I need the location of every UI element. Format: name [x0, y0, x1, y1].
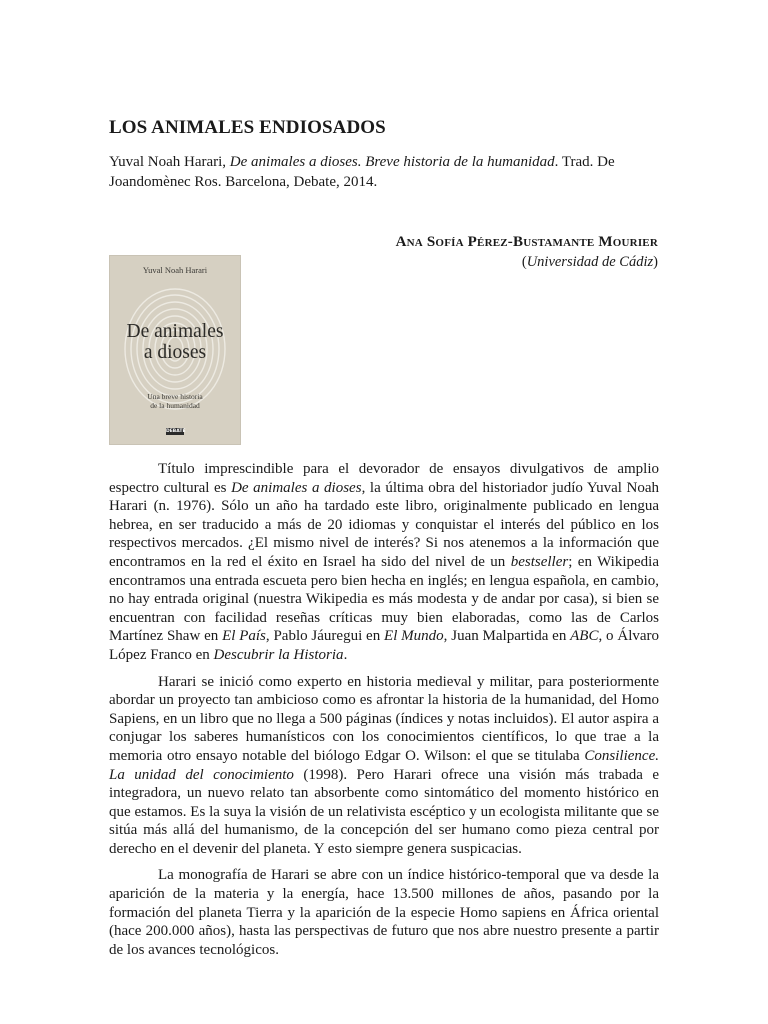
article-title: LOS ANIMALES ENDIOSADOS [109, 117, 386, 138]
cover-title-line-2: a dioses [143, 342, 207, 363]
reviewer-name: Ana Sofía Pérez-Bustamante Mourier [395, 234, 658, 250]
article-body [109, 460, 659, 967]
citation-author: Yuval Noah Harari, [109, 154, 230, 170]
cover-author: Yuval Noah Harari [142, 265, 208, 275]
cover-subtitle [109, 392, 241, 410]
paragraph-2: Harari se inició como experto en historia medieval y militar, para posteriormente abordar un proyecto tan ambicioso como es afrontar la historia de la humanidad, del Homo Sapiens, en un libro que no llega a 500 páginas (índices y notas incluidos). El autor aspira a conjugar los saberes humanísticos con los conocimientos científicos, lo que trae a la memoria otro ensayo notable del biólogo Edgar O. Wilson: el que se titulaba Consilience. La unidad del conocimiento (1998). Pero Harari ofrece una visión más trabada e integradora, un nuevo relato tan absorbente como sintomático del momento histórico en que estamos. Es la suya la visión de un relativista escéptico y un ecologista militante que se sitúa más allá del humanismo, de la concepción del ser humano como pieza central por derecho en el devenir del planeta. Y esto siempre genera suspicacias. [109, 673, 659, 857]
cover-subtitle-line-1: Una breve historia [147, 392, 203, 401]
reviewer-affiliation: (Universidad de Cádiz) [521, 254, 658, 270]
cover-subtitle-line-2: de la humanidad [150, 401, 200, 410]
paragraph-1: Título imprescindible para el devorador de ensayos divulgativos de amplio espectro cultural es De animales a dioses, la última obra del historiador judío Yuval Noah Harari (n. 1976). Sólo un año ha tardado este libro, originalmente publicado en lengua hebrea, en ser traducido a más de 20 idiomas y conquistar el interés del público en los respectivos mercados. ¿El mismo nivel de interés? Si nos atenemos a la información que encontramos en la red el éxito en Israel ha sido del nivel de un bestseller; en Wikipedia encontramos una entrada escueta pero bien hecha en inglés; en lengua española, en cambio, no hay entrada original (nuestra Wikipedia es más modesta y de andar por casa), si bien se encuentran con facilidad reseñas críticas muy bien elaboradas, como las de Carlos Martínez Shaw en El País, Pablo Jáuregui en El Mundo, Juan Malpartida en ABC, o Álvaro López Franco en Descubrir la Historia. [109, 461, 660, 663]
cover-title [109, 321, 241, 363]
citation-book-title: De animales a dioses. Breve historia de la humanidad [229, 154, 555, 170]
paragraph-3: La monografía de Harari se abre con un índice histórico-temporal que va desde la aparición de la materia y la energía, hace 13.500 millones de años, pasando por la formación del planeta Tierra y la aparición de la especie Homo sapiens en África oriental (hace 200.000 años), hasta las perspectivas de futuro que nos abre nuestro presente a partir de los avances tecnológicos. [109, 867, 659, 958]
reviewer-block [396, 232, 658, 272]
affiliation-name: Universidad de Cádiz [526, 254, 654, 270]
cover-title-line-1: De animales [126, 321, 224, 342]
citation-details: . Trad. De Joandomènec Ros. Barcelona, Debate, 2014. [109, 154, 615, 190]
book-citation [109, 152, 659, 192]
publisher-logo: DEBATE [166, 429, 186, 434]
book-cover-image [109, 255, 241, 445]
